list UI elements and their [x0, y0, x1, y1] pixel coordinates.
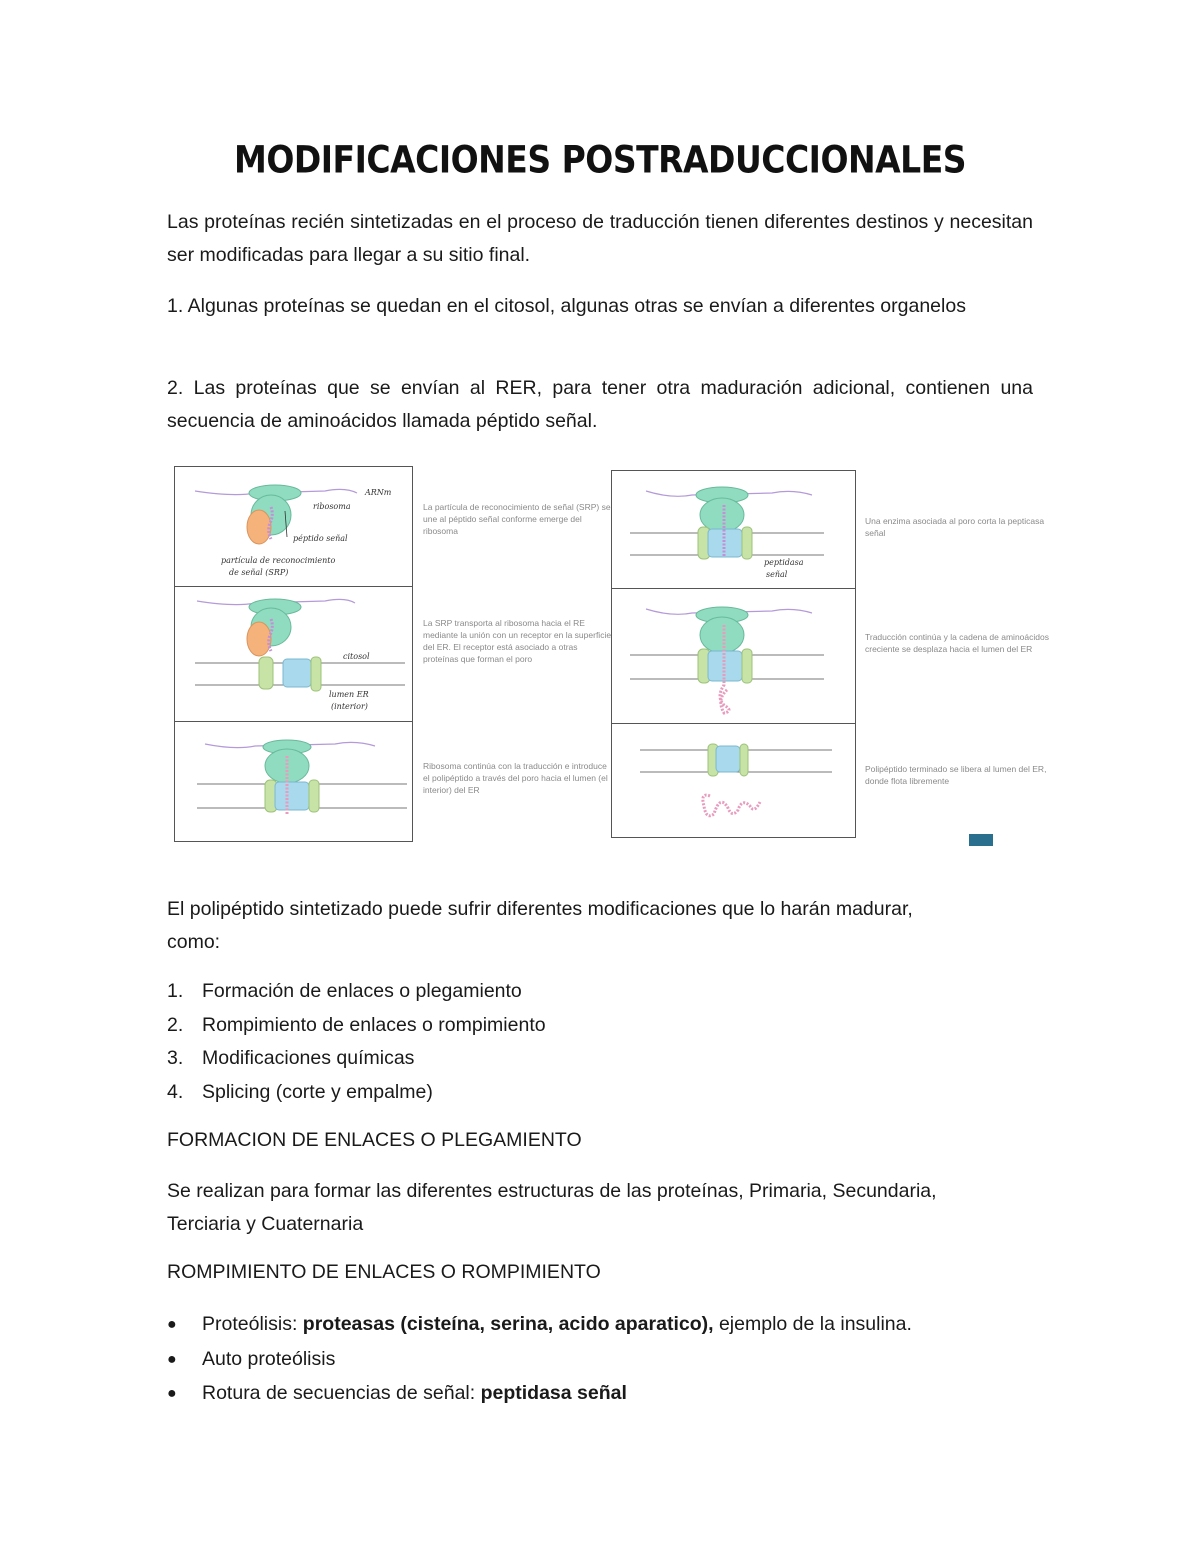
caption-panel-1: La partícula de reconocimiento de señal (SRP) se une al péptido señal conforme emerge del ribosoma — [423, 502, 611, 536]
caption-panel-5: Traducción continúa y la cadena de aminoácidos creciente se desplaza hacia el lumen del ER — [865, 632, 1049, 654]
label-lumen-er: lumen ER — [329, 690, 369, 699]
list-item: 1. Formación de enlaces o plegamiento — [167, 980, 522, 1002]
list-item: 4. Splicing (corte y empalme) — [167, 1080, 433, 1103]
figure-panel-1 — [174, 466, 413, 587]
label-peptido-senal: péptido señal — [293, 534, 348, 543]
caption-panel-3: Ribosoma continúa con la traducción e introduce el polipéptido a través del poro hacia el lumen (el interior) del ER — [423, 761, 608, 795]
figure-panel-2 — [174, 586, 413, 722]
folding-paragraph: Se realizan para formar las diferentes estructuras de las proteínas, Primaria, Secundaria, Terciaria y Cuaternaria — [167, 1180, 937, 1235]
release-illustration — [612, 724, 854, 836]
point-2-paragraph: 2. Las proteínas que se envían al RER, para tener otra maduración adicional, contienen una secuencia de aminoácidos llamada péptido señal. — [167, 377, 1033, 432]
elongation-illustration — [612, 589, 854, 722]
list-item: 3. Modificaciones químicas — [167, 1047, 415, 1070]
caption-panel-4: Una enzima asociada al poro corta la pepticasa señal — [865, 516, 1045, 538]
label-srp-2: de señal (SRP) — [229, 568, 289, 577]
figure-panel-5 — [611, 588, 856, 724]
section-heading-cleavage: ROMPIMIENTO DE ENLACES O ROMPIMIENTO — [167, 1261, 601, 1283]
label-srp-1: partícula de reconocimiento — [221, 556, 336, 565]
bullet-icon: ● — [167, 1316, 177, 1333]
label-peptidasa: peptidasa — [764, 558, 804, 567]
label-citosol: citosol — [343, 652, 370, 661]
list-item: ● Auto proteólisis — [167, 1342, 912, 1377]
label-arnm: ARNm — [365, 488, 392, 497]
label-senal: señal — [766, 570, 788, 579]
list-item: ● Proteólisis: proteasas (cisteína, serina, acido aparatico), ejemplo de la insulina. — [167, 1307, 912, 1342]
bullet-icon: ● — [167, 1385, 177, 1402]
list-item: 2. Rompimiento de enlaces o rompimiento — [167, 1013, 546, 1036]
cleavage-bullet-list — [167, 1307, 912, 1411]
figure-panel-4 — [611, 470, 856, 589]
caption-panel-6: Polipéptido terminado se libera al lumen del ER, donde flota libremente — [865, 764, 1047, 786]
bullet-icon: ● — [167, 1350, 177, 1368]
peptidase-cut-illustration — [612, 471, 854, 587]
label-interior: (interior) — [331, 702, 368, 711]
modification-list — [167, 975, 546, 1109]
srp-binding-illustration — [175, 467, 411, 585]
intro-paragraph: Las proteínas recién sintetizadas en el proceso de traducción tienen diferentes destinos y necesitan ser modificadas para llegar a su sitio final. — [167, 211, 1033, 266]
page-title: MODIFICACIONES POSTRADUCCIONALES — [233, 137, 967, 182]
page-corner-marker — [969, 834, 993, 846]
translocation-illustration — [175, 722, 411, 840]
caption-panel-2: La SRP transporta al ribosoma hacia el RE mediante la unión con un receptor en la superficie del ER. El receptor está asociado a otras proteínas que forman el poro — [423, 618, 612, 664]
maturation-paragraph: El polipéptido sintetizado puede sufrir diferentes modificaciones que lo harán madurar, como: — [167, 898, 913, 953]
point-1-paragraph: 1. Algunas proteínas se quedan en el citosol, algunas otras se envían a diferentes organelos — [167, 295, 966, 317]
list-item: ● Rotura de secuencias de señal: peptidasa señal — [167, 1376, 912, 1411]
figure-panel-3 — [174, 721, 413, 842]
label-ribosoma: ribosoma — [313, 502, 351, 511]
section-heading-folding: FORMACION DE ENLACES O PLEGAMIENTO — [167, 1129, 582, 1151]
figure-panel-6 — [611, 723, 856, 838]
srp-receptor-illustration — [175, 587, 411, 720]
